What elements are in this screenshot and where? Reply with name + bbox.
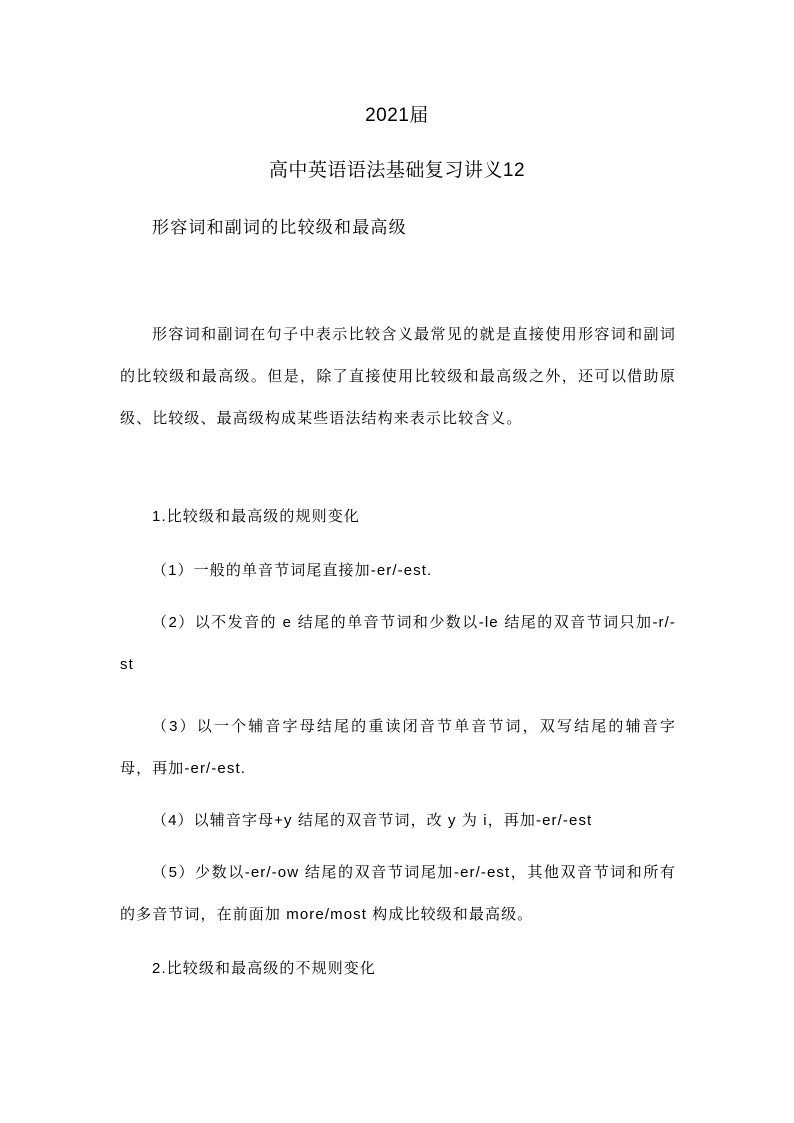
document-title-year: 2021届 bbox=[365, 105, 429, 126]
document-title: 高中英语语法基础复习讲义12 bbox=[268, 160, 526, 181]
rule-item-5: （5）少数以-er/-ow 结尾的双音节词尾加-er/-est，其他双音节词和所有的多音节词，在前面加 more/most 构成比较级和最高级。 bbox=[120, 864, 676, 923]
rule-item-4: （4）以辅音字母+y 结尾的双音节词，改 y 为 i，再加-er/-est bbox=[152, 812, 593, 829]
section-heading-irregular-changes: 2.比较级和最高级的不规则变化 bbox=[152, 960, 377, 977]
intro-paragraph: 形容词和副词在句子中表示比较含义最常见的就是直接使用形容词和副词的比较级和最高级。但是，除了直接使用比较级和最高级之外，还可以借助原级、比较级、最高级构成某些语法结构来表示比较含义。 bbox=[120, 326, 676, 427]
rule-item-3: （3）以一个辅音字母结尾的重读闭音节单音节词，双写结尾的辅音字母，再加-er/-est. bbox=[120, 718, 676, 777]
rule-item-2: （2）以不发音的 e 结尾的单音节词和少数以-le 结尾的双音节词只加-r/-st bbox=[120, 614, 676, 673]
document-subtitle: 形容词和副词的比较级和最高级 bbox=[152, 218, 407, 238]
rule-item-1: （1）一般的单音节词尾直接加-er/-est. bbox=[152, 562, 433, 579]
section-heading-regular-changes: 1.比较级和最高级的规则变化 bbox=[152, 508, 360, 525]
